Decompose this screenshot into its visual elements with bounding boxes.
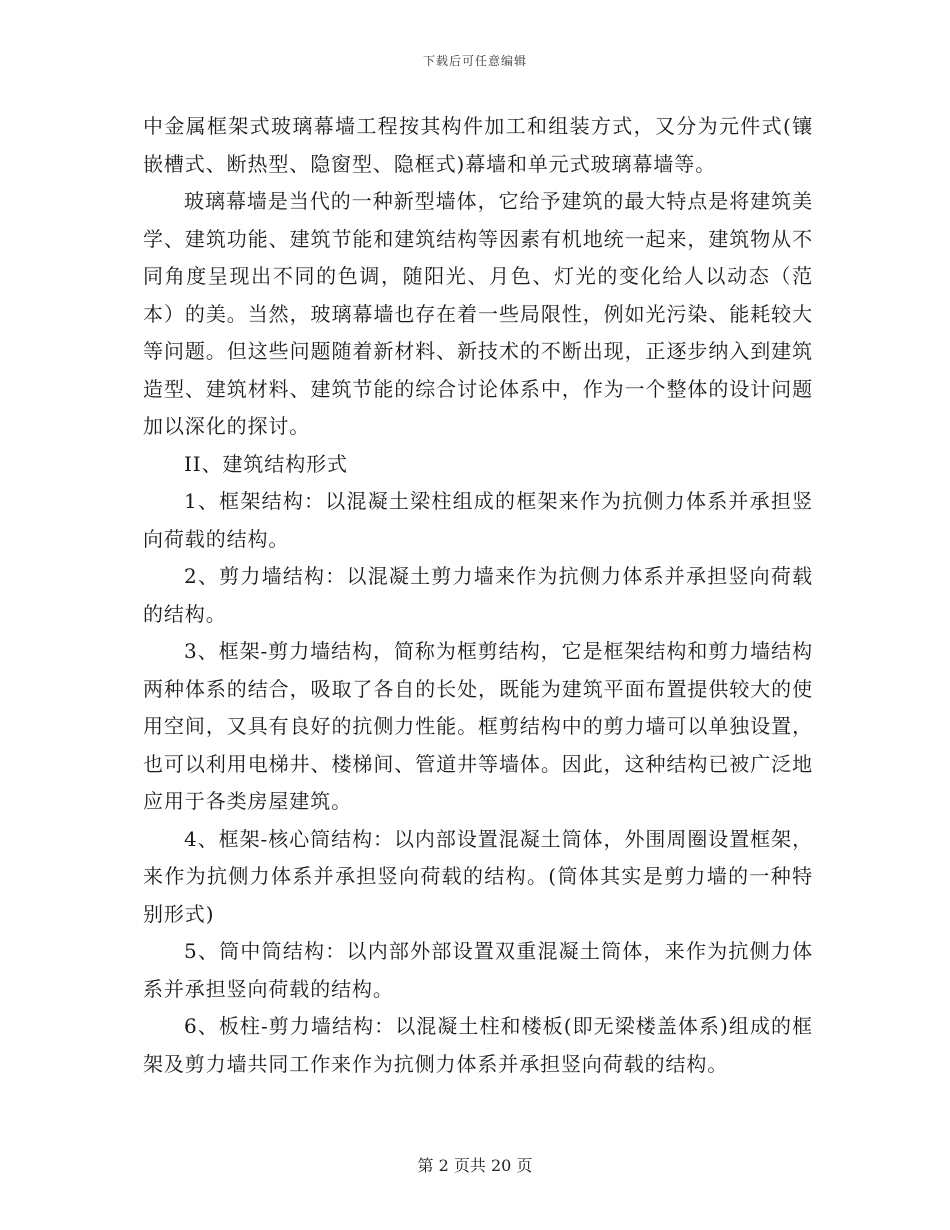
paragraph-curtain-wall-types: 中金属框架式玻璃幕墙工程按其构件加工和组装方式，又分为元件式(镶嵌槽式、断热型、隐窗型、隐框式)幕墙和单元式玻璃幕墙等。 — [143, 114, 813, 176]
page-header: 下载后可任意编辑 — [422, 54, 527, 68]
page-footer: 第 2 页共 20 页 — [417, 1156, 533, 1175]
paragraph-slab-column-shear-wall: 6、板柱-剪力墙结构：以混凝土柱和楼板(即无梁楼盖体系)组成的框架及剪力墙共同工作来作为抗侧力体系并承担竖向荷载的结构。 — [143, 1014, 813, 1076]
paragraph-shear-wall-structure: 2、剪力墙结构：以混凝土剪力墙来作为抗侧力体系并承担竖向荷载的结构。 — [143, 564, 813, 626]
paragraph-frame-shear-wall: 3、框架-剪力墙结构，简称为框剪结构，它是框架结构和剪力墙结构两种体系的结合，吸取了各自的长处，既能为建筑平面布置提供较大的使用空间，又具有良好的抗侧力性能。框剪结构中的剪力墙可以单独设置，也可以利用电梯井、楼梯间、管道井等墙体。因此，这种结构已被广泛地应用于各类房屋建筑。 — [143, 639, 813, 813]
paragraph-glass-curtain-wall: 玻璃幕墙是当代的一种新型墙体，它给予建筑的最大特点是将建筑美学、建筑功能、建筑节能和建筑结构等因素有机地统一起来，建筑物从不同角度呈现出不同的色调，随阳光、月色、灯光的变化给人以动态（范本）的美。当然，玻璃幕墙也存在着一些局限性，例如光污染、能耗较大等问题。但这些问题随着新材料、新技术的不断出现，正逐步纳入到建筑造型、建筑材料、建筑节能的综合讨论体系中，作为一个整体的设计问题加以深化的探讨。 — [143, 189, 813, 438]
section-heading-structure-forms: II、建筑结构形式 — [184, 451, 348, 476]
paragraph-frame-core-tube: 4、框架-核心筒结构：以内部设置混凝土筒体，外围周圈设置框架，来作为抗侧力体系并承担竖向荷载的结构。(筒体其实是剪力墙的一种特别形式) — [143, 826, 813, 926]
document-body — [143, 108, 813, 1083]
paragraph-tube-in-tube: 5、筒中筒结构：以内部外部设置双重混凝土筒体，来作为抗侧力体系并承担竖向荷载的结构。 — [143, 939, 813, 1001]
paragraph-frame-structure: 1、框架结构：以混凝土梁柱组成的框架来作为抗侧力体系并承担竖向荷载的结构。 — [143, 489, 813, 551]
